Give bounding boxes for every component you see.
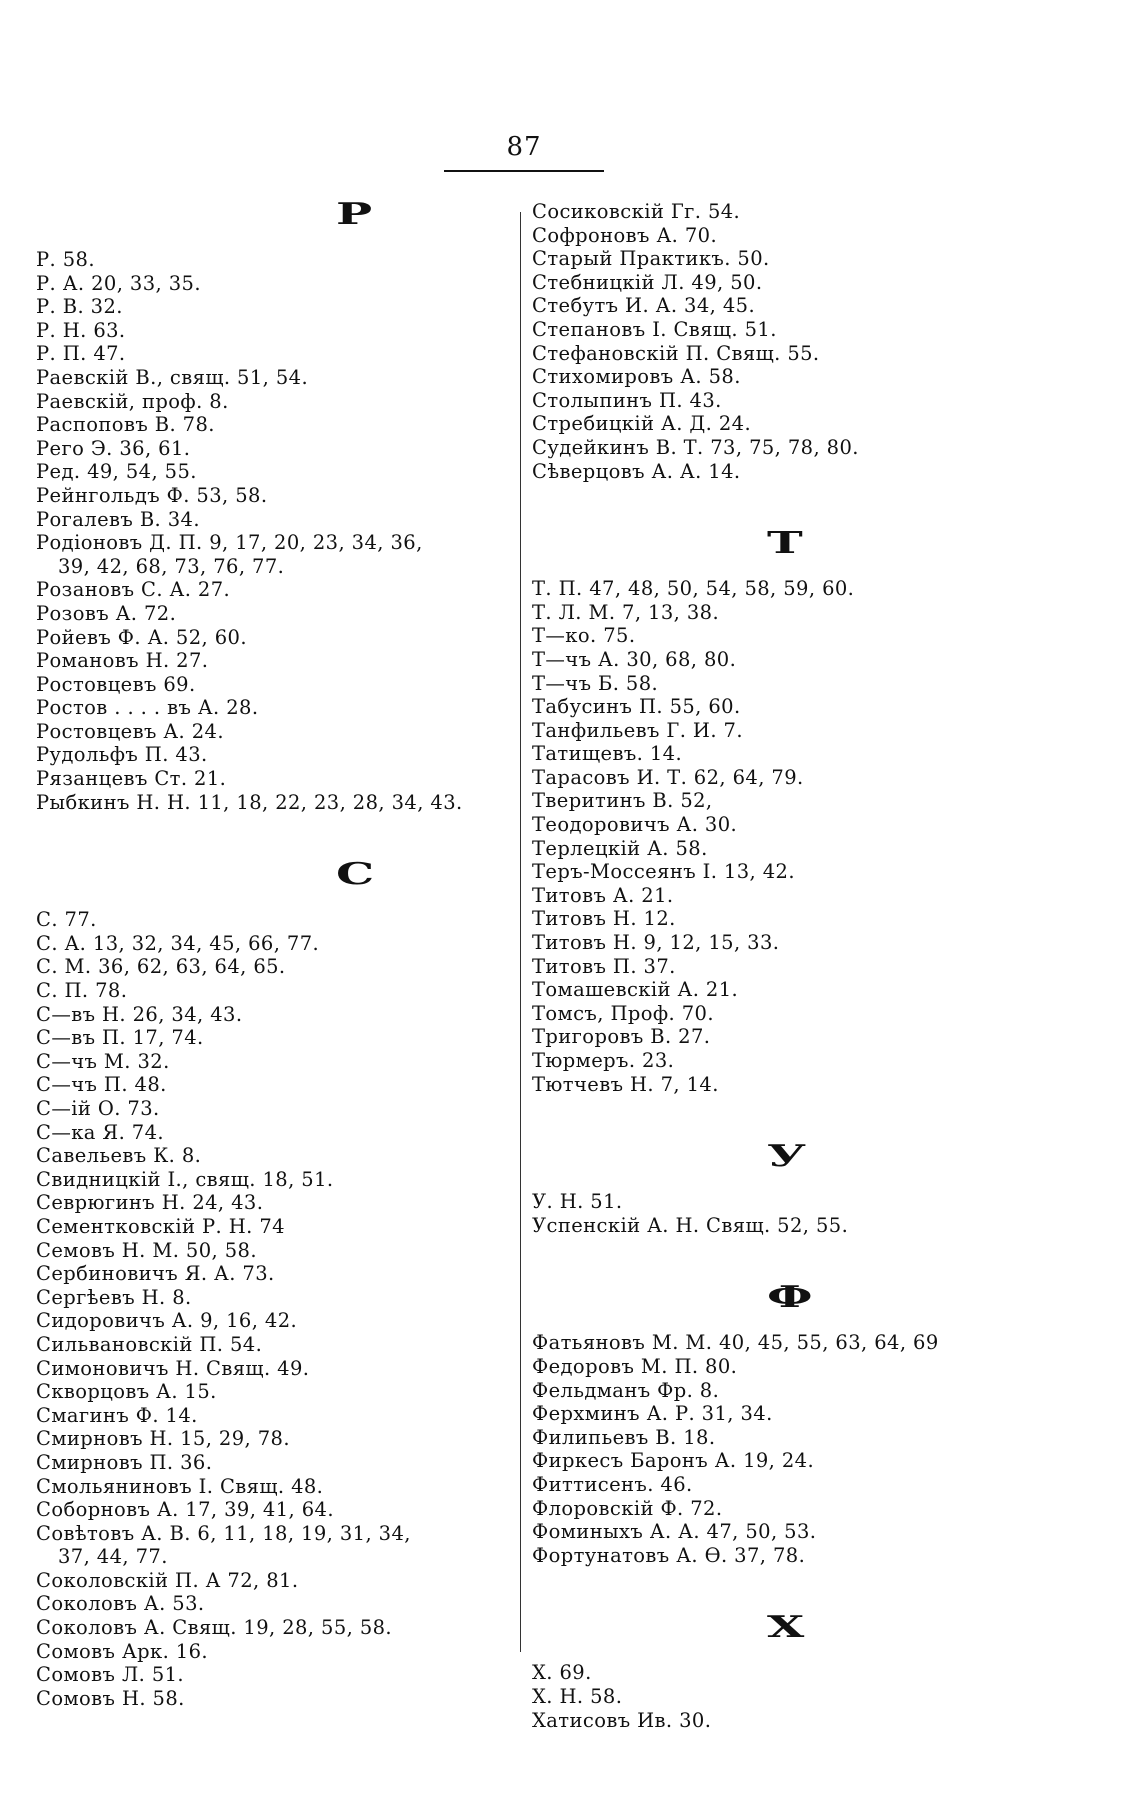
section-heading-gap <box>36 230 520 248</box>
index-entry: Стебницкій Л. 49, 50. <box>532 270 763 294</box>
index-entry: Савельевъ К. 8. <box>36 1144 202 1168</box>
index-entry: С—ка Я. 74. <box>36 1120 164 1144</box>
index-entry: Т—чъ А. 30, 68, 80. <box>532 647 737 671</box>
index-entry: С. М. 36, 62, 63, 64, 65. <box>36 955 286 979</box>
index-entry: Раевскій В., свящ. 51, 54. <box>36 365 309 389</box>
index-entry: Р. А. 20, 33, 35. <box>36 271 201 295</box>
index-entry: Р. Н. 63. <box>36 318 126 342</box>
index-entry: С—чъ П. 48. <box>36 1073 167 1097</box>
section-heading-gap <box>532 1313 1092 1331</box>
index-entry: С. П. 78. <box>36 979 128 1003</box>
index-entry: Сергѣевъ Н. 8. <box>36 1285 192 1309</box>
index-entry: Танфильевъ Г. И. 7. <box>532 718 743 742</box>
index-entry: Титовъ А. 21. <box>532 883 674 907</box>
index-entry: Рязанцевъ Ст. 21. <box>36 767 227 791</box>
index-entry: Ферхминъ А. Р. 31, 34. <box>532 1402 773 1426</box>
section-letter-heading: С <box>336 857 375 893</box>
index-entry: С—ій О. 73. <box>36 1097 160 1120</box>
index-entry: Х. 69. <box>532 1661 592 1685</box>
index-entry: Севрюгинъ Н. 24, 43. <box>36 1191 264 1215</box>
index-entry: Ростовцевъ 69. <box>36 672 196 696</box>
index-entry: Сосиковскій Гг. 54. <box>532 200 741 223</box>
index-entry: Смирновъ П. 36. <box>36 1450 213 1474</box>
index-entry: Фатьяновъ М. М. 40, 45, 55, 63, 64, 69 <box>532 1331 939 1355</box>
index-entry: Тарасовъ И. Т. 62, 64, 79. <box>532 765 804 789</box>
index-entry: Тверитинъ В. 52, <box>532 789 713 813</box>
section-gap <box>532 483 1092 529</box>
index-entry: Ростов . . . . въ А. 28. <box>36 696 259 720</box>
index-entry: Судейкинъ В. Т. 73, 75, 78, 80. <box>532 435 859 459</box>
index-entry-list <box>532 1331 1092 1567</box>
index-entry: Скворцовъ А. 15. <box>36 1380 217 1404</box>
section-gap <box>532 1567 1092 1613</box>
index-entry: Стребицкій А. Д. 24. <box>532 412 752 436</box>
index-entry: Стефановскій П. Свящ. 55. <box>532 341 820 365</box>
index-entry: Тюрмеръ. 23. <box>532 1049 675 1072</box>
index-entry: У. Н. 51. <box>532 1190 623 1214</box>
index-entry: 37, 44, 77. <box>58 1545 168 1569</box>
index-entry: Смольяниновъ І. Свящ. 48. <box>36 1474 324 1498</box>
index-entry: Филипьевъ В. 18. <box>532 1425 716 1449</box>
index-entry: Софроновъ А. 70. <box>532 223 718 247</box>
index-entry: Сидоровичъ А. 9, 16, 42. <box>36 1309 298 1333</box>
index-entry: Романовъ Н. 27. <box>36 649 209 673</box>
index-entry: Сементковскій Р. Н. 74 <box>36 1214 285 1238</box>
index-entry: Сомовъ Арк. 16. <box>36 1639 208 1663</box>
index-entry: Т. Л. М. 7, 13, 38. <box>532 600 720 624</box>
index-entry: Р. В. 32. <box>36 295 123 319</box>
index-entry: С—чъ М. 32. <box>36 1049 170 1073</box>
index-entry: Ростовцевъ А. 24. <box>36 719 224 743</box>
column-divider <box>520 212 521 1652</box>
index-entry: Федоровъ М. П. 80. <box>532 1354 738 1378</box>
section-letter-heading: Т <box>767 526 803 562</box>
index-entry: С. А. 13, 32, 34, 45, 66, 77. <box>36 931 320 955</box>
index-entry: Соколовскій П. А 72, 81. <box>36 1568 299 1592</box>
index-entry: Столыпинъ П. 43. <box>532 388 722 412</box>
index-entry: Стебутъ И. А. 34, 45. <box>532 294 756 318</box>
index-entry: Смирновъ Н. 15, 29, 78. <box>36 1427 290 1451</box>
section-gap <box>36 814 520 860</box>
index-entry: Титовъ Н. 12. <box>532 907 676 931</box>
index-entry: Смагинъ Ф. 14. <box>36 1403 198 1427</box>
index-entry: Тригоровъ В. 27. <box>532 1025 711 1049</box>
index-entry: Сѣверцовъ А. А. 14. <box>532 459 741 483</box>
index-entry: Фиркесъ Баронъ А. 19, 24. <box>532 1449 815 1473</box>
index-entry: Х. Н. 58. <box>532 1684 623 1708</box>
index-entry: Табусинъ П. 55, 60. <box>532 695 741 719</box>
index-entry: Распоповъ В. 78. <box>36 413 215 437</box>
index-entry: Рогалевъ В. 34. <box>36 507 200 531</box>
section-heading-gap <box>532 559 1092 577</box>
section-heading-gap <box>532 1172 1092 1190</box>
index-entry: Сомовъ Н. 58. <box>36 1686 185 1710</box>
section-heading-gap <box>532 1643 1092 1661</box>
index-entry: Терлецкій А. 58. <box>532 836 708 860</box>
index-entry: Свидницкій І., свящ. 18, 51. <box>36 1167 334 1191</box>
index-entry: Фортунатовъ А. Ѳ. 37, 78. <box>532 1543 806 1567</box>
index-entry: Семовъ Н. М. 50, 58. <box>36 1238 257 1262</box>
index-entry: Р. П. 47. <box>36 342 126 366</box>
index-entry-list <box>532 200 1092 483</box>
index-entry: Успенскій А. Н. Свящ. 52, 55. <box>532 1213 849 1237</box>
index-entry: Совѣтовъ А. В. 6, 11, 18, 19, 31, 34, <box>36 1521 411 1545</box>
index-entry: Тютчевъ Н. 7, 14. <box>532 1072 719 1096</box>
index-entry: Теодоровичъ А. 30. <box>532 813 738 837</box>
index-entry: Томсъ, Проф. 70. <box>532 1001 714 1025</box>
index-entry: Фиттисенъ. 46. <box>532 1472 693 1496</box>
section-gap <box>532 1096 1092 1142</box>
index-entry: Соколовъ А. Свящ. 19, 28, 55, 58. <box>36 1616 393 1640</box>
index-entry: Т—чъ Б. 58. <box>532 671 659 695</box>
index-entry: С—въ П. 17, 74. <box>36 1026 204 1050</box>
index-entry-list <box>532 1190 1092 1237</box>
index-entry: Родіоновъ Д. П. 9, 17, 20, 23, 34, 36, <box>36 531 423 555</box>
index-entry: Т. П. 47, 48, 50, 54, 58, 59, 60. <box>532 577 855 601</box>
page-number-rule <box>444 170 604 172</box>
index-entry-list <box>532 577 1092 1096</box>
index-entry: Татищевъ. 14. <box>532 742 683 766</box>
index-entry: Фоминыхъ А. А. 47, 50, 53. <box>532 1520 817 1544</box>
index-entry: С—въ Н. 26, 34, 43. <box>36 1002 243 1026</box>
index-entry: Раевскій, проф. 8. <box>36 389 229 413</box>
right-column <box>532 200 1092 1732</box>
left-column <box>36 197 520 1710</box>
index-entry: Р. 58. <box>36 248 95 271</box>
index-entry: Сильвановскій П. 54. <box>36 1332 263 1356</box>
index-entry: Рудольфъ П. 43. <box>36 743 208 767</box>
index-entry: Симоновичъ Н. Свящ. 49. <box>36 1356 310 1380</box>
index-entry: Теръ-Моссеянъ І. 13, 42. <box>532 860 795 884</box>
index-entry: Рейнгольдъ Ф. 53, 58. <box>36 483 268 507</box>
index-entry: Фельдманъ Фр. 8. <box>532 1378 720 1402</box>
section-gap <box>532 1237 1092 1283</box>
index-entry: 39, 42, 68, 73, 76, 77. <box>58 554 285 578</box>
section-letter-heading: У <box>767 1139 806 1175</box>
index-entry: Рего Э. 36, 61. <box>36 436 191 460</box>
index-entry: Соколовъ А. 53. <box>36 1592 205 1616</box>
index-entry: Ройевъ Ф. А. 52, 60. <box>36 625 247 649</box>
index-entry: Томашевскій А. 21. <box>532 978 739 1002</box>
index-entry: Старый Практикъ. 50. <box>532 247 770 271</box>
index-entry: Т—ко. 75. <box>532 624 636 648</box>
index-entry: Соборновъ А. 17, 39, 41, 64. <box>36 1498 334 1522</box>
index-entry: Розановъ С. А. 27. <box>36 578 231 602</box>
index-entry: Стихомировъ А. 58. <box>532 365 741 389</box>
index-entry: Титовъ П. 37. <box>532 954 676 978</box>
page-number: 87 <box>506 132 542 162</box>
index-entry-list <box>532 1661 1092 1732</box>
section-letter-heading: Х <box>767 1610 805 1646</box>
index-entry: Розовъ А. 72. <box>36 601 177 625</box>
index-entry: Сомовъ Л. 51. <box>36 1663 185 1687</box>
index-entry: Степановъ І. Свящ. 51. <box>532 317 777 341</box>
section-letter-heading: Р <box>336 197 373 232</box>
index-entry: Хатисовъ Ив. 30. <box>532 1708 712 1732</box>
index-entry: Флоровскій Ф. 72. <box>532 1496 723 1520</box>
section-heading-gap <box>36 890 520 908</box>
index-entry: С. 77. <box>36 908 97 932</box>
index-entry: Ред. 49, 54, 55. <box>36 460 197 484</box>
index-entry: Рыбкинъ Н. Н. 11, 18, 22, 23, 28, 34, 43. <box>36 790 463 814</box>
index-entry: Титовъ Н. 9, 12, 15, 33. <box>532 931 780 955</box>
section-letter-heading: Ф <box>767 1280 813 1316</box>
index-entry: Сербиновичъ Я. А. 73. <box>36 1262 275 1286</box>
